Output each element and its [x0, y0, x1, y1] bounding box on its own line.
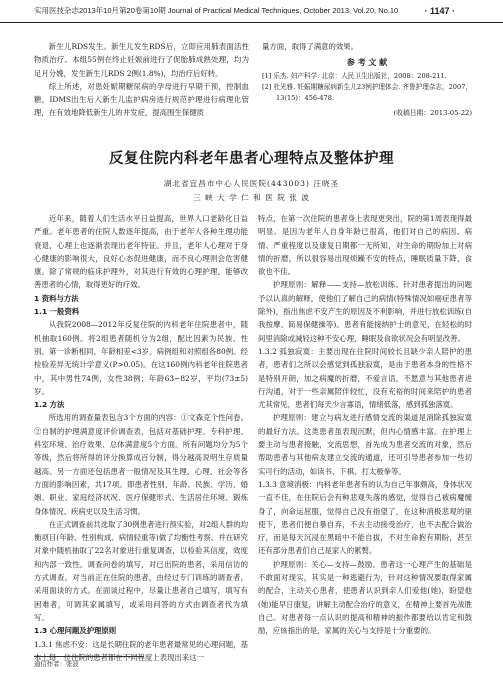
section-heading: 1 资料与方法	[34, 293, 79, 303]
journal-header: 实用医技杂志2013年10月第20卷第10期 Journal of Practical Medical Techniques, October 2013, Vol.20, No.10	[34, 6, 399, 15]
author-line: 三 峡 大 学 仁 和 医 院 张 波	[193, 193, 310, 202]
reference-item: [1] 乐杰. 妇产科学. 北京：人民卫生出版社，2008：208-211.	[262, 72, 447, 81]
subsection-heading: 1.1 一般资料	[34, 307, 80, 317]
paragraph: 从我院2008—2012年反复住院的内科老年住院患者中，随机抽取160例。将2组患者随机分为2组，配比因素为民族、性别、第一诊断相同，年龄相差<3岁。病例组和对照组各80例。经检验差异无统计学意义(P>0.05)。在这160例内科老年住院患者中，其中男性74例，女性38例；年龄63~82岁，平均(73±5)岁。	[34, 320, 248, 396]
article-column-right	[258, 212, 472, 638]
paragraph: 特点，在第一次住院的患者身上表现更突出，院的第1周表现得最明显。是因为老年人自身年龄已很高，他们对自己的病因、病情、严重程度以及康复日期都一无所知，对生命的期盼加上对病情的折磨，所以很容易出现烦躁不安的特点，睡眠质量下降，食欲也不佳。	[258, 214, 472, 277]
previous-article-column-left	[34, 40, 249, 120]
paragraph: 在正式调查前共选取了30例患者进行预实验，对2组人群的均衡项目(年龄、性别构成、病情轻重等)做了均衡性考察。并在研究对象中随机抽取了22名对象进行重复调查，以检验其信度，效度和内部一致性。调查问卷的填写，对已出院的患者，采用信访的方式调查。对当前正在住院的患者，由经过专门训练的调查者，采用面谈的方式。在面谈过程中，尽量让患者自己填写，填写有困难者，可调其家属填写，或采用问答的方式由调查者代为填写。	[34, 519, 248, 622]
paragraph: 护理原则：建立与病友进行感情交流的渠道是消除孤独寂寞的最好方法。这类患者虽表现沉默，但内心情感丰富。在护理上要主动与患者接触，交流思想，首先成为患者交流的对象，然后帮助患者与其他病友建立交流的通道，还可引导患者参加一些切实可行的活动，如读书、下棋、打太极拳等。	[258, 413, 472, 476]
received-date: (收稿日期：2013-05-22)	[393, 109, 472, 118]
references-heading: 参 考 文 献	[346, 57, 388, 68]
article-title: 反复住院内科老年患者心理特点及整体护理	[109, 150, 394, 167]
paragraph: 量方面，取得了满意的效果。	[262, 42, 359, 51]
running-header	[0, 0, 503, 23]
paragraph: 所选用的调查量表包含3个方面的内容：①文森克个性问卷。②自制的护理满意度评价调查表，包括对基础护理、专科护理、科室环境、治疗效果、总体满意度5个方面。所有问题均分为5个等级，然后将所得的评分换算成百分制，得分越高说明生存质量越高。另一方面还包括患者一般情况及其生理、心理、社会等各方面的影响因素，共17项。即患者性别、年龄、民族、学历、婚姻、职业、家庭经济状况、医疗保健形式、生活居住环境、锻炼身体情况、疾病史以及生活习惯。	[34, 413, 248, 516]
article-column-left	[34, 212, 248, 664]
paragraph: 1.3.1 焦虑不安：这是长期住院的老年患者最常见的心理问题，基本上每一位住院的患者都在不同程度上表现出来这一	[34, 639, 248, 662]
previous-article-column-right	[262, 40, 472, 120]
page-number: · 1147 ·	[424, 6, 455, 16]
paragraph: 新生儿RDS发生。新生儿发生RDS后，立即应用肺表面活性物质治疗。本组55例在终止妊娠前进行了促胎肺成熟处理，均为足月分娩，发生新生儿RDS 2例(1.8%)，均治疗后好转。	[34, 42, 249, 78]
paragraph: 1.3.2 孤独寂寞：主要出现在住院时间较长且缺少亲人陪护的患者，患者们之所以会感觉到孤独寂寞，是由于患者本身的性格不是特别开朗，加之病魔的折磨，不爱言语，不愿意与其他患者进行沟通，对于一些亲属陪伴较忙，没有充裕的时间来陪护的患者尤其常见，患者们每天少言寡语，情绪低落，感到孤独落寞。	[258, 346, 472, 410]
author-affiliations	[0, 177, 503, 205]
reference-item: [2] 杜光雅. 妊娠期糖尿病新生儿23例护理体会. 齐鲁护理杂志，2007，13(15)：456-478.	[262, 83, 472, 103]
corresponding-author-footnote: 通信作者：张波	[34, 656, 144, 669]
paragraph: 近年来，随着人们生活水平日益提高，世界人口老龄化日益严重。老年患者的住院人数逐年提高，由于老年人各种生理功能衰退，心理上也逐渐表现出老年特征。并且，老年人心理对于身心健康的影响很大，良好心态促进健康，而不良心理则会危害健康。除了常规的临床护理外，对其进行有效的心理护理，能够改善患者的心情，取得更好的疗效。	[34, 214, 248, 290]
paragraph: 护理原则：关心—支持—鼓励。患者这一心理产生的基础是不敢面对现实，其实是一种逃避行为，针对这种情况要取得家属的配合，主动关心患者，使患者认识到亲人们爱他(她)，盼望他(她)能早日康复，讲解主动配合治疗的意义，在精神上要首先战胜自己。对患者每一点认识的提高和精神的振作都要给以肯定和鼓励，应该指出的是，家属的关心与支持是十分重要的。	[258, 559, 472, 636]
subsection-heading: 1.3 心理问题及护理原则	[34, 626, 117, 636]
author-line: 湖北省宜昌市中心人民医院(443003) 汪晓圣	[163, 179, 340, 188]
paragraph: 综上所述，对患妊娠期糖尿病的孕母进行早期干预，控制血糖，IDMS出生后入新生儿监护病房进行规范护理进行病理化管理，在有效地降低新生儿的并发症，提高围生保健质	[34, 81, 249, 118]
paragraph: 护理原则：解释——支持—放松训练。针对患者提出的问题予以认真的解释，使他们了解自己的病情(特殊情况如癌症患者等除外)，指出焦虑不安产生的原因及不利影响，并进行放松训练(自我按摩、简易保健操等)。患者有能接纳护士的意见，在轻松的时间里消除或减轻这种不安心理，睡眠及食欲状况会有明显改善。	[258, 280, 472, 343]
paragraph: 1.3.3 意境消极：内科老年患者有的认为自己年事颇高，身体状况一直不佳，在住院后会有种悲观失落的感觉，觉得自己被病魔缠身了，向命运屈服，觉得自己没有指望了，在这种消极悲观的驱使下，患者们便自暴自弃，不去主动接受治疗，也不去配合做治疗，而是每天沉浸在黑暗中不能自拔，不对生命抱有期盼，甚至还有部分患者们自己是家人的累赘。	[258, 479, 472, 556]
subsection-heading: 1.2 方法	[34, 400, 65, 410]
